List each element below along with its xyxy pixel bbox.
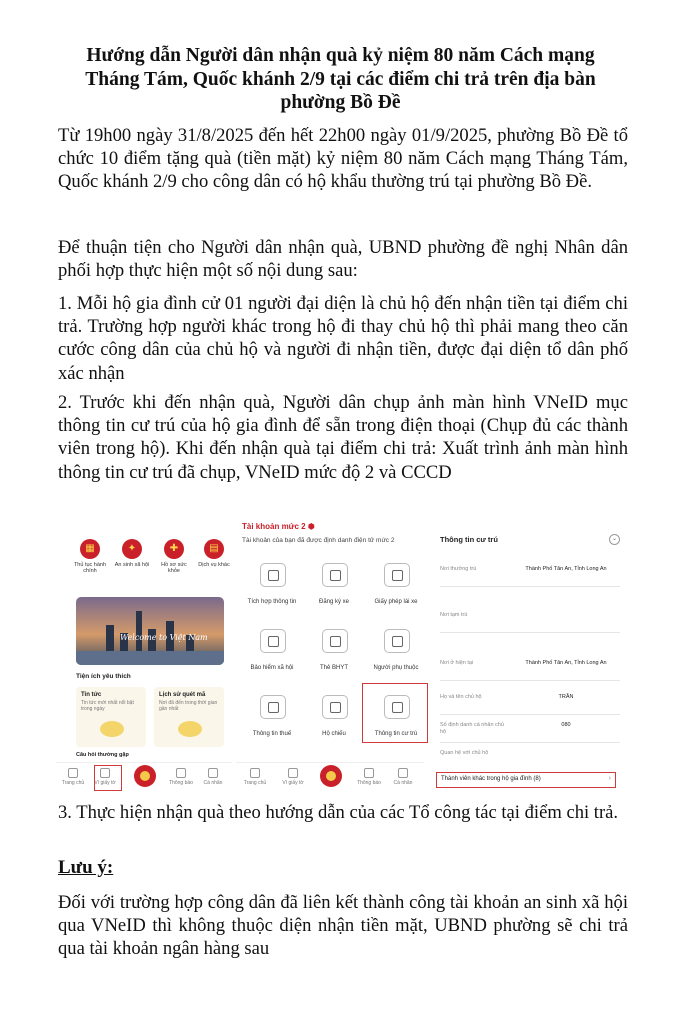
info-row	[440, 558, 620, 587]
nav-home[interactable]	[60, 768, 86, 786]
info-row	[440, 742, 620, 770]
icon-label: Thủ tục hành chính	[73, 562, 107, 574]
residence-title: Thông tin cư trú	[440, 535, 498, 544]
services-icon: ▤	[204, 539, 224, 559]
health-card-icon[interactable]	[322, 629, 348, 653]
nav-notifications[interactable]	[168, 768, 194, 786]
icon-label: An sinh xã hội	[114, 562, 150, 568]
row-value: 080	[561, 722, 571, 728]
grid-label: Thông tin thuế	[252, 731, 292, 737]
card-scan-history[interactable]	[154, 687, 224, 747]
user-icon	[208, 768, 218, 778]
news-icon	[100, 721, 124, 737]
nav-profile[interactable]	[390, 768, 416, 786]
row-label: Số định danh cá nhân chủ hộ	[440, 722, 504, 735]
card-title: Tin tức	[81, 692, 102, 698]
scan-button[interactable]	[134, 765, 156, 787]
members-button[interactable]	[436, 772, 616, 788]
bottom-nav	[236, 762, 424, 791]
highlight-wallet	[94, 765, 122, 791]
license-icon[interactable]	[384, 563, 410, 587]
item-1: 1. Mỗi hộ gia đình cử 01 người đại diện là chủ hộ đến nhận tiền tại điểm chi trả. Trường hợp người khác trong hộ đi thay chủ hộ thì phải mang theo căn cước công dân của chủ hộ và người đi nhận tiền, được đại diện tổ dân phố xác nhận	[58, 293, 628, 384]
health-icon: ✚	[164, 539, 184, 559]
wallet-icon	[288, 768, 298, 778]
info-row	[440, 714, 620, 743]
home-icon	[250, 768, 260, 778]
nav-label: Ví giấy tờ	[282, 780, 304, 786]
paragraph-request: Để thuận tiện cho Người dân nhận quà, UBND phường đề nghị Nhân dân phối hợp thực hiện một số nội dung sau:	[58, 237, 628, 282]
chevron-right-icon: ›	[608, 775, 611, 782]
scan-button[interactable]	[320, 765, 342, 787]
bell-icon	[176, 768, 186, 778]
passport-icon[interactable]	[322, 695, 348, 719]
grid-label: Hộ chiếu	[322, 731, 346, 737]
faq-title: Câu hỏi thường gặp	[76, 752, 129, 758]
row-label: Họ và tên chủ hộ	[440, 694, 482, 700]
vneid-screenshots	[56, 515, 628, 791]
account-title-text: Tài khoản mức 2	[242, 522, 306, 531]
document-title	[60, 44, 621, 115]
members-button-label: Thành viên khác trong hộ gia đình (8)	[441, 776, 541, 782]
nav-label: Thông báo	[357, 780, 381, 786]
integration-icon[interactable]	[260, 563, 286, 587]
grid-label: Giấy phép lái xe	[374, 599, 418, 605]
banner-caption: Welcome to Việt Nam	[120, 633, 208, 642]
bottom-nav	[56, 762, 232, 791]
title-line-3: phường Bồ Đề	[280, 92, 401, 113]
scan-icon	[178, 721, 202, 737]
city-banner	[76, 597, 224, 665]
row-label: Nơi thường trú	[440, 566, 477, 572]
highlight-residence	[362, 683, 428, 743]
row-value: TRẦN	[558, 694, 574, 700]
info-row	[440, 604, 620, 633]
row-value: Thành Phố Tân An, Tỉnh Long An	[525, 566, 607, 572]
nav-label: Thông báo	[169, 780, 193, 786]
card-news[interactable]	[76, 687, 146, 747]
nav-notifications[interactable]	[356, 768, 382, 786]
screen-home	[56, 535, 232, 791]
row-label: Nơi tạm trú	[440, 612, 468, 618]
note-heading: Lưu ý:	[58, 857, 114, 878]
icon-label: Hồ sơ sức khỏe	[161, 562, 187, 574]
home-icon	[68, 768, 78, 778]
row-label: Nơi ở hiện tại	[440, 660, 474, 666]
user-icon	[398, 768, 408, 778]
note-text: Đối với trường hợp công dân đã liên kết thành công tài khoản an sinh xã hội qua VNeID thì không thuộc diện nhận tiền mặt, UBND phường sẽ chi trả qua tài khoản ngân hàng sau	[58, 892, 628, 960]
card-desc: Tin tức mới nhất nổi bật trong ngày	[81, 700, 134, 712]
nav-label: Trang chủ	[243, 780, 267, 786]
row-label: Quan hệ với chủ hộ	[440, 750, 489, 756]
nav-label: Ví giấy tờ	[94, 780, 116, 786]
screen-account-level2	[236, 515, 424, 791]
shield-icon: ⬢	[307, 522, 315, 531]
nav-profile[interactable]	[200, 768, 226, 786]
item-2: 2. Trước khi đến nhận quà, Người dân chụp ảnh màn hình VNeID mục thông tin cư trú của hộ gia đình để sẵn trong điện thoại (Chụp đủ các thành viên trong hộ). Khi đến nhận quà tại điểm chi trả: Xuất trình ảnh màn hình thông tin cư trú đã chụp, VNeID mức độ 2 và CCCD	[58, 392, 628, 483]
chevron-down-icon[interactable]: ⌄	[609, 534, 620, 545]
item-3: 3. Thực hiện nhận quà theo hướng dẫn của các Tổ công tác tại điểm chi trả.	[58, 802, 619, 823]
grid-label: Thông tin cư trú	[374, 731, 418, 737]
row-value: Thành Phố Tân An, Tỉnh Long An	[525, 660, 607, 666]
paragraph-intro: Từ 19h00 ngày 31/8/2025 đến hết 22h00 ngày 01/9/2025, phường Bồ Đề tổ chức 10 điểm tặng quà (tiền mặt) kỷ niệm 80 năm Cách mạng Tháng Tám, Quốc khánh 2/9 cho công dân có hộ khẩu thường trú tại phường Bồ Đề.	[58, 125, 628, 193]
tax-icon[interactable]	[260, 695, 286, 719]
card-title: Lịch sử quét mã	[159, 692, 206, 698]
grid-label: Bảo hiểm xã hội	[250, 665, 294, 671]
info-row	[440, 686, 620, 715]
section-title: Tiện ích yêu thích	[76, 673, 131, 680]
icon-label: Dịch vụ khác	[198, 562, 230, 568]
dependent-icon[interactable]	[384, 629, 410, 653]
social-insurance-icon[interactable]	[260, 629, 286, 653]
bell-icon	[364, 768, 374, 778]
screen-residence-info	[432, 520, 628, 791]
account-title	[242, 522, 315, 531]
grid-label: Người phụ thuộc	[373, 665, 419, 671]
info-row	[440, 652, 620, 681]
card-desc: Nơi đã đến trong thời gian gần nhất	[159, 700, 218, 712]
vehicle-icon[interactable]	[322, 563, 348, 587]
title-line-2: Tháng Tám, Quốc khánh 2/9 tại các điểm chi trả trên địa bàn	[85, 68, 596, 90]
grid-label: Đăng ký xe	[318, 599, 349, 605]
document-icon: ▦	[80, 539, 100, 559]
nav-home[interactable]	[242, 768, 268, 786]
title-line-1: Hướng dẫn Người dân nhận quà kỷ niệm 80 năm Cách mạng	[86, 45, 595, 66]
account-subtitle: Tài khoản của bạn đã được định danh điện tử mức 2	[242, 537, 395, 544]
social-security-icon: ✦	[122, 539, 142, 559]
nav-wallet[interactable]	[280, 768, 306, 786]
grid-label: Tích hợp thông tin	[247, 599, 297, 605]
nav-label: Cá nhân	[393, 780, 413, 786]
grid-label: Thẻ BHYT	[319, 665, 348, 671]
nav-label: Cá nhân	[203, 780, 223, 786]
nav-label: Trang chủ	[61, 780, 85, 786]
